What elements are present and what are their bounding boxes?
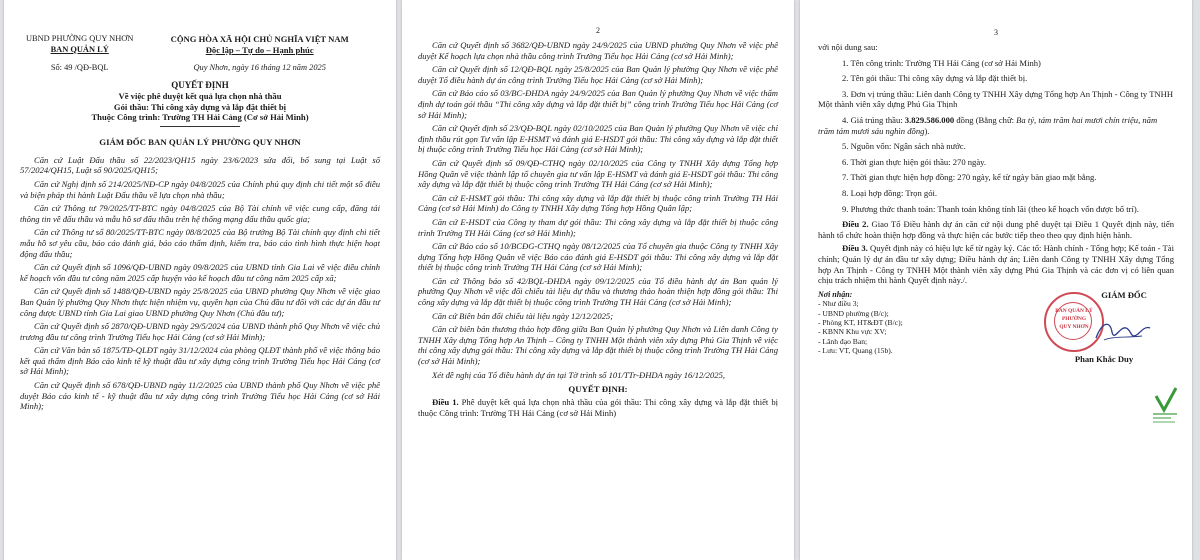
legal-basis-item: Căn cứ Báo cáo số 03/BC-ĐHDA ngày 24/9/2025 của Ban Quản lý phường Quy Nhơn về việc thẩm định dự toán gói thầu “Thi công xây dựng và lắp đặt thiết bị” công trình Trường Tiểu học Hải Cảng (cơ sở Hải Minh); [418,88,778,120]
page-number: 2 [596,26,600,35]
legal-basis-item: Căn cứ Quyết định số 23/QĐ-BQL ngày 02/10/2025 của Ban Quản lý phường Quy Nhơn về việc chỉ định thầu rút gọn Tư vấn lập E-HSMT và đánh giá E-HSDT gói thầu: Thi công xây dựng và lắp đặt thiết bị thuộc công trình Trường Tiểu học Hải Cảng (cơ sở Hải Minh); [418,123,778,155]
legal-basis-list [20,155,380,412]
official-stamp: BAN QUẢN LÝ PHƯỜNG QUY NHƠN [1044,292,1104,352]
legal-basis-item: Căn cứ Thông tư số 80/2025/TT-BTC ngày 08/8/2025 của Bộ trưởng Bộ Tài chính quy định chi tiết mẫu hồ sơ yêu cầu, báo cáo đánh giá, báo cáo thẩm định, kiểm tra, báo cáo tình hình thực hiện hoạt động đấu thầu; [20,227,380,259]
decision-item: 1. Tên công trình: Trường TH Hải Cảng (cơ sở Hải Minh) [842,57,1041,68]
recipients-title: Nơi nhận: [818,289,853,299]
decision-item: 8. Loại hợp đồng: Trọn gói. [842,187,938,198]
page-number: 3 [994,28,998,37]
legal-basis-item: Căn cứ Luật Đấu thầu số 22/2023/QH15 ngày 23/6/2023 sửa đổi, bổ sung tại Luật số 57/2024/QH15, Luật số 90/2025/QH15; [20,154,380,176]
decision-item: 2. Tên gói thầu: Thi công xây dựng và lắp đặt thiết bị. [842,73,1028,84]
article-2-label: Điều 2. [842,219,869,230]
legal-basis-item: Căn cứ E-HSMT gói thầu: Thi công xây dựng và lắp đặt thiết bị thuộc công trình Trường TH Hải Cảng (cơ sở Hải Minh) do Công ty TNHH Xây dựng Tổng hợp Hồng Quân lập; [418,192,778,214]
legal-basis-item: Căn cứ Biên bản đối chiếu tài liệu ngày 12/12/2025; [432,310,614,321]
decision-item: 7. Thời gian thực hiện hợp đồng: 270 ngày, kể từ ngày bàn giao mặt bằng. [842,172,1097,183]
signature-block [818,290,1174,460]
recipient-item: - Lưu: VT, Quang (15b). [818,346,893,356]
national-motto [139,34,380,55]
document-subtitle-2: Gói thầu: Thi công xây dựng và lắp đặt thiết bị [113,101,287,112]
document-header [20,34,380,55]
legal-basis-item: Căn cứ E-HSDT của Công ty tham dự gói thầu: Thi công xây dựng và lắp đặt thiết bị thuộc công trình Trường TH Hải Cảng (cơ sở Hải Minh); [418,216,778,238]
decision-items [818,58,1174,215]
legal-basis-item: Căn cứ Quyết định số 12/QĐ-BQL ngày 25/8/2025 của Ban Quản lý phường Quy Nhơn về việc phê duyệt Tổ điều hành dự án công trình Trường Tiểu học Hải Cảng (cơ sở Hải Minh); [418,64,778,85]
decision-item: 6. Thời gian thực hiện gói thầu: 270 ngày. [842,156,987,167]
legal-basis-item: Căn cứ Quyết định số 3682/QĐ-UBND ngày 24/9/2025 của UBND phường Quy Nhơn về việc phê duyệt Kế hoạch lựa chọn nhà thầu công trình Trường Tiểu học Hải Cảng (cơ sở Hải Minh); [418,40,778,61]
recipient-item: - Phòng KT, HT&ĐT (B/c); [818,317,903,327]
legal-basis-item: Căn cứ Nghị định số 214/2025/NĐ-CP ngày 04/8/2025 của Chính phủ quy định chi tiết một số điều và biện pháp thi hành Luật Đấu thầu về lựa chọn nhà thầu; [20,178,380,200]
article-1-text: Phê duyệt kết quả lựa chọn nhà thầu của gói thầu: Thi công xây dựng và lắp đặt thiết bị thuộc Công trình: Trường TH Hải Cảng (cơ sở Hải Minh) [418,397,779,418]
legal-basis-item: Căn cứ biên bản thương thảo hợp đồng giữa Ban Quản lý phường Quy Nhơn và Liên danh Công ty TNHH Xây dựng Tổng hợp An Thịnh – Công ty TNHH Một thành viên xây dựng Phú Gia Thịnh về việc thi công xây dựng gói thầu: Thi công xây dựng và lắp đặt thiết bị thuộc công trình Trường TH Hải Cảng (cơ sở Hải Minh); [418,324,778,367]
price-suffix: ). [924,125,930,136]
decision-item: 9. Phương thức thanh toán: Thanh toán không tính lãi (theo kế hoạch vốn được bố trí). [842,203,1139,214]
signer-title: GIÁM ĐỐC [1101,289,1147,300]
legal-basis-item: Căn cứ Quyết định số 1096/QĐ-UBND ngày 09/8/2025 của UBND tỉnh Gia Lai về việc điều chỉnh kế hoạch vốn đầu tư công năm 2025 cấp huyện vào kế hoạch đầu tư công năm 2025 cấp xã; [20,262,380,283]
legal-basis-item: Căn cứ Văn bản số 1875/TĐ-QLĐT ngày 31/12/2024 của phòng QLĐT thành phố về việc thông báo kết quả thẩm định Báo cáo kinh tế kỹ thuật đầu tư xây dựng công trình Trường Tiểu học Hải Cảng (cơ sở Hải Minh); [20,345,380,377]
nation-motto: Độc lập – Tự do – Hạnh phúc [205,44,314,55]
handwritten-signature [1092,316,1152,346]
intro-text: với nội dung sau: [818,42,878,52]
document-page-2 [402,0,794,560]
price-middle: đồng (Bằng chữ: [954,114,1017,125]
legal-basis-item: Xét đề nghị của Tổ điều hành dự án tại Tờ trình số 101/TTr-ĐHDA ngày 16/12/2025, [432,369,726,380]
legal-basis-item: Căn cứ Thông tư 79/2025/TT-BTC ngày 04/8/2025 của Bộ Tài chính về việc cung cấp, đăng tải thông tin về đấu thầu và mẫu hồ sơ đấu thầu trên hệ thống mạng đấu thầu quốc gia; [20,203,380,224]
legal-basis-item: Căn cứ Quyết định số 09/QĐ-CTHQ ngày 02/10/2025 của Công ty TNHH Xây dựng Tổng hợp Hồng Quân về việc thành lập tổ chuyên gia tư vấn lập E-HSMT và đánh giá E-HSDT gói thầu: Thi công xây dựng và lắp đặt thiết bị thuộc công trình Trường TH Hải Cảng (cơ sở Hải Minh); [418,157,778,190]
decision-heading: QUYẾT ĐỊNH: [568,384,628,395]
document-title: QUYẾT ĐỊNH [171,80,229,90]
article-3-label: Điều 3. [842,243,868,254]
article-2 [818,219,1174,240]
nation-name: CỘNG HÒA XÃ HỘI CHỦ NGHĨA VIỆT NAM [170,34,349,44]
article-3 [818,243,1174,285]
digital-signature-check-icon [1150,386,1180,428]
legal-basis-list [418,40,778,380]
legal-basis-item: Căn cứ Thông báo số 42/BQL-ĐHDA ngày 09/12/2025 của Tổ điều hành dự án Ban quản lý phường Quy Nhơn về việc đối chiếu tài liệu dự thầu và thương thảo hoàn thiện hợp đồng gói thầu: Thi công xây dựng và lắp đặt thiết bị thuộc công trình Trường TH Hải Cảng (cơ sở Hải Minh); [418,275,778,308]
recipient-item: - Lãnh đạo Ban; [818,336,868,346]
recipients [818,290,968,460]
price-in-words: Ba tỷ, tám trăm hai mươi chín triệu, năm trăm tám mươi sáu nghìn đồng [818,114,1158,136]
org-name: UBND PHƯỜNG QUY NHƠN [25,34,134,43]
document-subtitle-3: Thuộc Công trình: Trường TH Hải Cảng (Cơ sở Hải Minh) [91,112,309,123]
article-2-text: Giao Tổ Điều hành dự án căn cứ nội dung phê duyệt tại Điều 1 Quyết định này, tiến hành tổ chức hoàn thiện hợp đồng và thực hiện các bước tiếp theo theo quy định hiện hành. [818,219,1174,240]
title-divider [160,126,240,127]
document-page-1 [4,0,396,560]
legal-basis-item: Căn cứ Báo cáo số 10/BCĐG-CTHQ ngày 08/12/2025 của Tổ chuyên gia thuộc Công ty TNHH Xây dựng Tổng hợp Hồng Quân về việc Báo cáo đánh giá E-HSDT gói thầu: Thi công xây dựng và lắp đặt thiết bị thuộc công trình Trường TH Hải Cảng (cơ sở Hải Minh); [418,241,778,273]
legal-basis-item: Căn cứ Quyết định số 678/QĐ-UBND ngày 11/2/2025 của UBND thành phố Quy Nhơn về việc phê duyệt Báo cáo kinh tế - kỹ thuật đầu tư xây dựng công trình Trường Tiểu học Hải Cảng (cơ sở Hải Minh); [20,380,380,412]
document-date: Quy Nhơn, ngày 16 tháng 12 năm 2025 [193,63,326,72]
legal-basis-item: Căn cứ Quyết định số 2870/QĐ-UBND ngày 29/5/2024 của UBND thành phố Quy Nhơn về việc chủ trương đầu tư công trình Trường Tiểu học Hải Cảng (cơ sở Hải Minh); [20,321,380,342]
document-number: Số: 49 /QĐ-BQL [50,63,109,72]
recipient-item: - UBND phường (B/c); [818,308,889,318]
article-3-text: Quyết định này có hiệu lực kể từ ngày ký. Các tổ: Hành chính - Tổng hợp; Kế toán - Tài chính; Quản lý dự án đầu tư xây dựng; Điều hành dự án; Liên danh Công ty TNHH Xây dựng Tổng hợp An Thịnh - Công ty TNHH Một thành viên xây dựng Phú Gia Thịnh và các đơn vị có liên quan chịu trách nhiệm thi hành Quyết định này./. [818,243,1175,286]
price-label: 4. Giá trúng thầu: [842,114,905,125]
legal-basis-item: Căn cứ Quyết định số 1488/QĐ-UBND ngày 25/8/2025 của UBND phường Quy Nhơn về việc giao Ban Quản lý phường Quy Nhơn thực hiện nhiệm vụ, quyền hạn của Chủ đầu tư đối với các dự án đầu tư công được UBND tỉnh Gia Lai giao UBND phường Quy Nhơn (Chủ đầu tư); [20,286,380,318]
price-amount: 3.829.586.000 [904,114,955,125]
document-subtitle-1: Về việc phê duyệt kết quả lựa chọn nhà thầu [118,91,282,101]
decision-item-price [818,115,1174,136]
org-unit: BAN QUẢN LÝ [50,44,109,54]
authority-heading: GIÁM ĐỐC BAN QUẢN LÝ PHƯỜNG QUY NHƠN [99,136,301,147]
signer-name: Phan Khắc Duy [1074,353,1134,364]
article-1-label: Điều 1. [432,397,459,408]
document-page-3 [800,0,1192,560]
decision-item: 5. Nguồn vốn: Ngân sách nhà nước. [842,141,966,152]
recipient-item: - Như điều 3; [818,299,859,309]
signer [1034,290,1174,460]
issuing-organization [20,34,139,55]
article-1 [418,397,778,418]
recipient-item: - KBNN Khu vực XV; [818,327,887,337]
decision-item: 3. Đơn vị trúng thầu: Liên danh Công ty TNHH Xây dựng Tổng hợp An Thịnh - Công ty TNHH Một thành viên xây dựng Phú Gia Thịnh [818,88,1174,110]
